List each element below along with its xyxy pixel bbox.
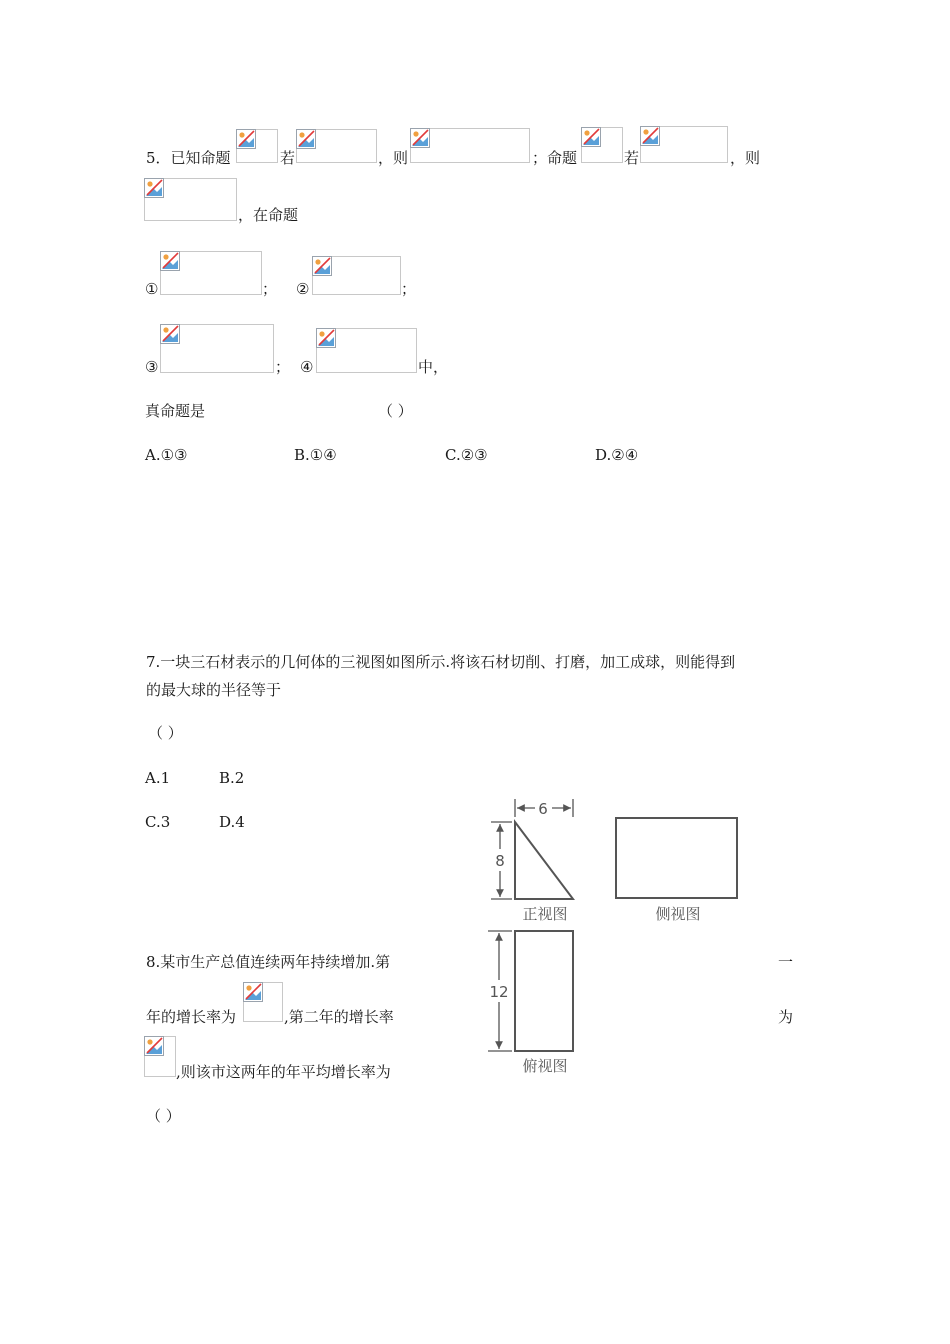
formula-image (160, 251, 262, 295)
formula-image (312, 256, 401, 295)
q8-text-line-3: ,则该市这两年的年平均增长率为 (176, 1063, 391, 1081)
broken-image-icon (144, 178, 164, 198)
option-c: C.3 (145, 813, 171, 831)
q5-true-label: 真命题是 (145, 402, 206, 420)
q8-text-line-2-start: 年的增长率为 (146, 1008, 237, 1026)
q5-stem: 5．已知命题 (146, 149, 231, 167)
dim-8-label: 8 (495, 852, 505, 870)
front-view (491, 799, 573, 923)
option-c: C.②③ (445, 446, 488, 464)
broken-image-icon (236, 129, 256, 149)
q7-text-line-2: 的最大球的半径等于 (146, 681, 282, 699)
q5-prop-text: ；命题 (532, 149, 578, 167)
broken-image-icon (581, 127, 601, 147)
q5-if-text-2: 若 (624, 149, 640, 167)
answer-paren: （ ） (146, 1107, 181, 1125)
front-view-label: 正视图 (522, 905, 568, 923)
formula-image (581, 127, 623, 163)
side-view (616, 818, 737, 923)
side-view-label: 侧视图 (655, 905, 701, 923)
broken-image-icon (243, 982, 263, 1002)
dim-6-label: 6 (538, 800, 548, 818)
prop-4-marker: ④ (300, 358, 314, 376)
formula-image (236, 129, 278, 163)
option-a: A.①③ (145, 446, 188, 464)
formula-image (144, 1036, 176, 1077)
q8-text-line-2-mid: ,第二年的增长率 (284, 1008, 394, 1026)
prop-1-end: ； (262, 280, 278, 298)
formula-image (144, 178, 237, 221)
formula-image (640, 126, 728, 163)
dim-12-label: 12 (489, 983, 509, 1001)
top-view (488, 931, 573, 1075)
option-d: D.4 (219, 813, 245, 831)
prop-4-end: 中， (418, 358, 449, 376)
q8-text-line-1: 8.某市生产总值连续两年持续增加.第 (146, 953, 391, 971)
broken-image-icon (296, 129, 316, 149)
broken-image-icon (312, 256, 332, 276)
q5-then-text: ，则 (378, 149, 409, 167)
prop-3-marker: ③ (145, 358, 159, 376)
formula-image (160, 324, 274, 373)
q8-text-line-1-end: 一 (778, 953, 794, 971)
prop-2-marker: ② (296, 280, 310, 298)
formula-image (316, 328, 417, 373)
option-b: B.2 (219, 769, 245, 787)
broken-image-icon (640, 126, 660, 146)
broken-image-icon (144, 1036, 164, 1056)
option-b: B.①④ (294, 446, 337, 464)
broken-image-icon (316, 328, 336, 348)
option-a: A.1 (145, 769, 171, 787)
q5-if-text: 若 (280, 149, 296, 167)
q5-among-text: ，在命题 (238, 206, 299, 224)
q7-text-line-1: 7.一块三石材表示的几何体的三视图如图所示.将该石材切削、打磨，加工成球，则能得到 (146, 653, 736, 671)
broken-image-icon (160, 251, 180, 271)
broken-image-icon (410, 128, 430, 148)
option-d: D.②④ (595, 446, 639, 464)
answer-paren: （ ） (378, 402, 413, 420)
prop-3-end: ； (275, 358, 291, 376)
answer-paren: （ ） (148, 724, 183, 742)
q8-text-line-2-end: 为 (778, 1008, 794, 1026)
prop-2-end: ； (401, 280, 417, 298)
prop-1-marker: ① (145, 280, 159, 298)
q5-then-text-2: ，则 (730, 149, 761, 167)
three-view-figure (480, 795, 760, 1085)
top-view-label: 俯视图 (522, 1057, 568, 1075)
formula-image (296, 129, 377, 163)
formula-image (410, 128, 530, 163)
broken-image-icon (160, 324, 180, 344)
formula-image (243, 982, 283, 1022)
